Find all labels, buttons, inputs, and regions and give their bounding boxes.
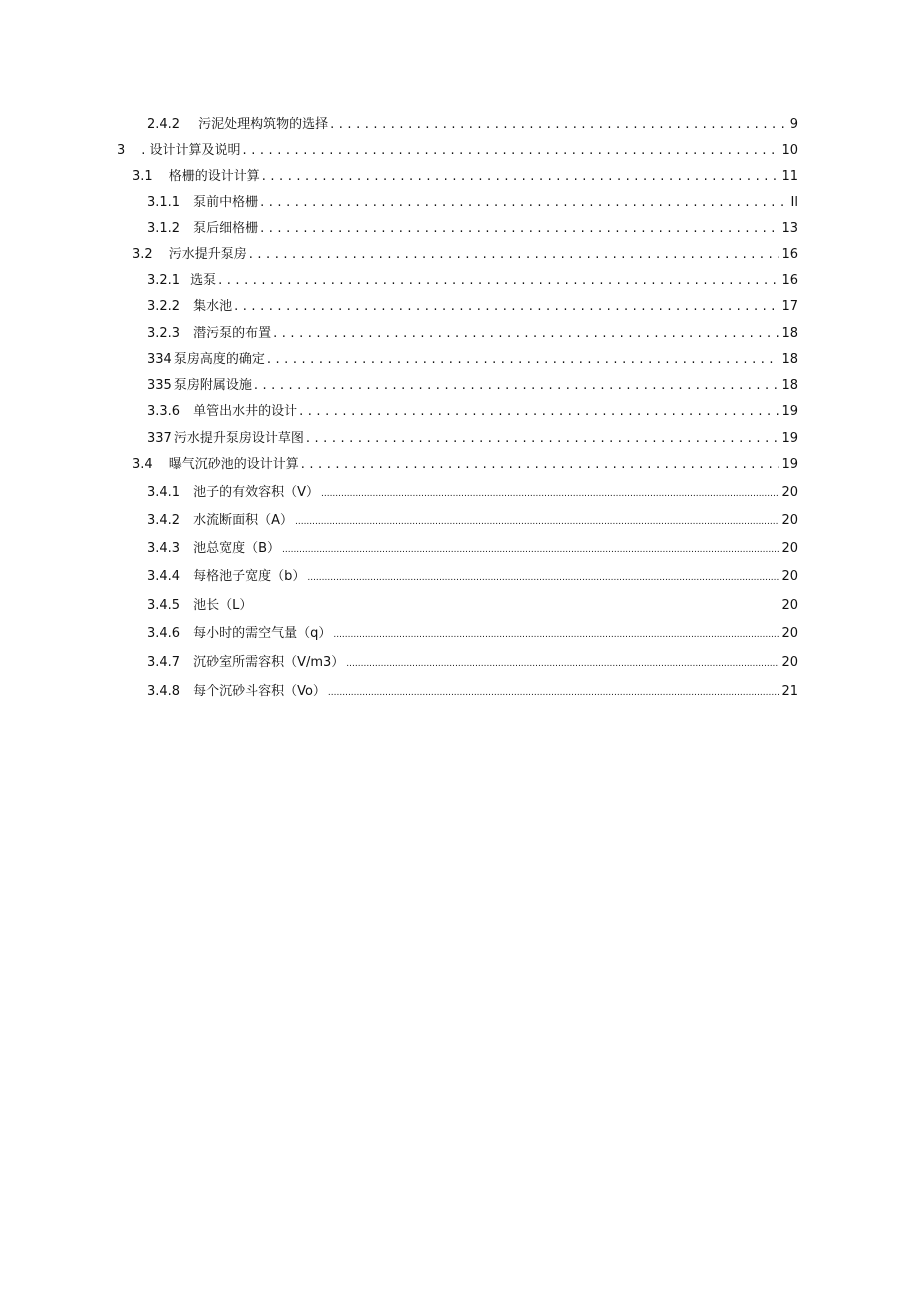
toc-entry[interactable] [147,376,798,396]
toc-entry-title: 每个沉砂斗容积（Vo） [193,684,326,699]
toc-entry-page: 20 [781,569,798,584]
toc-entry[interactable] [147,350,798,370]
toc-leader-dots [254,596,779,616]
toc-leader-dots [321,483,779,503]
toc-entry-page: 21 [781,684,798,699]
toc-entry-number: 3.4.6 [147,626,181,641]
toc-entry[interactable] [147,483,798,503]
toc-entry-page: 20 [781,485,798,500]
toc-entry-title: 泵房高度的确定 [173,352,265,367]
toc-leader-dots [299,402,779,422]
toc-entry-title: 池总宽度（B） [193,541,280,556]
toc-entry-title: 单管出水井的设计 [193,404,298,419]
toc-entry-page: 16 [781,273,798,288]
toc-entry[interactable] [132,167,798,187]
toc-entry-page: 20 [781,598,798,613]
toc-leader-dots [328,682,780,702]
toc-entry-number: 3.2.1 [147,273,181,288]
toc-entry[interactable] [147,271,798,291]
toc-entry-number: 337 [147,431,172,446]
toc-entry-title: 污水提升泵房设计草图 [173,431,304,446]
toc-entry-number: 3.2 [132,247,153,262]
toc-leader-dots [330,115,788,135]
toc-entry-page: 19 [781,431,798,446]
toc-entry[interactable] [147,682,798,702]
toc-entry[interactable] [132,455,798,475]
toc-entry[interactable] [147,567,798,587]
toc-entry-page: 20 [781,655,798,670]
toc-leader-dots [254,376,780,396]
toc-entry-page: 20 [781,513,798,528]
toc-entry-title: 池长（L） [193,598,253,613]
toc-entry-number: 3.4.5 [147,598,181,613]
toc-entry-title: 泵后细格栅 [193,221,259,236]
toc-entry[interactable] [147,193,798,213]
toc-entry-number: 3.1.1 [147,195,181,210]
toc-entry-number: 3.2.3 [147,326,181,341]
toc-entry[interactable] [147,511,798,531]
toc-leader-dots [307,567,779,587]
toc-entry-title: . 设计计算及说明 [141,143,241,158]
toc-leader-dots [267,350,780,370]
toc-entry-page: 16 [781,247,798,262]
toc-entry-number: 3.4 [132,457,153,472]
toc-entry-page: 13 [781,221,798,236]
toc-entry-title: 集水池 [193,299,233,314]
toc-entry-page: 11 [781,169,798,184]
toc-leader-dots [260,219,779,239]
toc-entry[interactable] [147,324,798,344]
toc-entry-number: 3.2.2 [147,299,181,314]
toc-leader-dots [301,455,780,475]
toc-leader-dots [249,245,780,265]
toc-entry-title: 潜污泵的布置 [193,326,272,341]
toc-leader-dots [306,429,780,449]
toc-entry-number: 3.1.2 [147,221,181,236]
toc-entry-number: 335 [147,378,172,393]
toc-entry[interactable] [132,245,798,265]
toc-leader-dots [295,511,779,531]
toc-entry[interactable] [147,539,798,559]
toc-entry-title: 污泥处理构筑物的选择 [198,117,329,132]
toc-entry-page: Il [790,195,798,210]
toc-entry-page: 18 [781,378,798,393]
toc-entry[interactable] [147,624,798,644]
toc-leader-dots [333,624,779,644]
toc-entry[interactable] [147,297,798,317]
toc-entry-number: 3.1 [132,169,153,184]
toc-entry-page: 18 [781,326,798,341]
toc-entry-title: 水流断面积（A） [193,513,293,528]
toc-entry-number: 3.3.6 [147,404,181,419]
toc-entry-title: 污水提升泵房 [168,247,247,262]
toc-leader-dots [218,271,779,291]
toc-entry[interactable] [147,219,798,239]
toc-leader-dots [262,167,780,187]
toc-entry-title: 泵房附属设施 [173,378,252,393]
toc-entry-page: 17 [781,299,798,314]
toc-entry-title: 选泵 [190,273,217,288]
toc-leader-dots [260,193,788,213]
toc-entry-page: 20 [781,541,798,556]
toc-leader-dots [243,141,780,161]
toc-entry-number: 3.4.1 [147,485,181,500]
toc-leader-dots [282,539,779,559]
toc-entry[interactable] [147,596,798,616]
toc-entry-page: 20 [781,626,798,641]
toc-entry-number: 3 [117,143,126,158]
toc-entry[interactable] [147,402,798,422]
toc-entry-number: 3.4.7 [147,655,181,670]
toc-entry-number: 334 [147,352,172,367]
toc-entry[interactable] [117,141,798,161]
toc-entry-number: 3.4.4 [147,569,181,584]
toc-entry-page: 10 [781,143,798,158]
toc-entry[interactable] [147,429,798,449]
toc-entry-title: 池子的有效容积（V） [193,485,319,500]
toc-entry-number: 2.4.2 [147,117,181,132]
toc-entry-title: 每小时的需空气量（q） [193,626,332,641]
toc-entry-title: 每格池子宽度（b） [193,569,306,584]
toc-leader-dots [346,653,779,673]
toc-entry-title: 沉砂室所需容积（V/m3） [193,655,345,670]
toc-leader-dots [273,324,779,344]
toc-entry-title: 泵前中格栅 [193,195,259,210]
toc-entry-page: 19 [781,457,798,472]
toc-entry-page: 19 [781,404,798,419]
toc-entry[interactable] [147,115,798,135]
toc-entry-number: 3.4.8 [147,684,181,699]
toc-entry-number: 3.4.2 [147,513,181,528]
toc-entry-number: 3.4.3 [147,541,181,556]
toc-entry[interactable] [147,653,798,673]
toc-entry-page: 18 [781,352,798,367]
toc-entry-title: 曝气沉砂池的设计计算 [168,457,299,472]
toc-entry-title: 格栅的设计计算 [168,169,260,184]
toc-entry-page: 9 [789,117,798,132]
toc-leader-dots [234,297,779,317]
